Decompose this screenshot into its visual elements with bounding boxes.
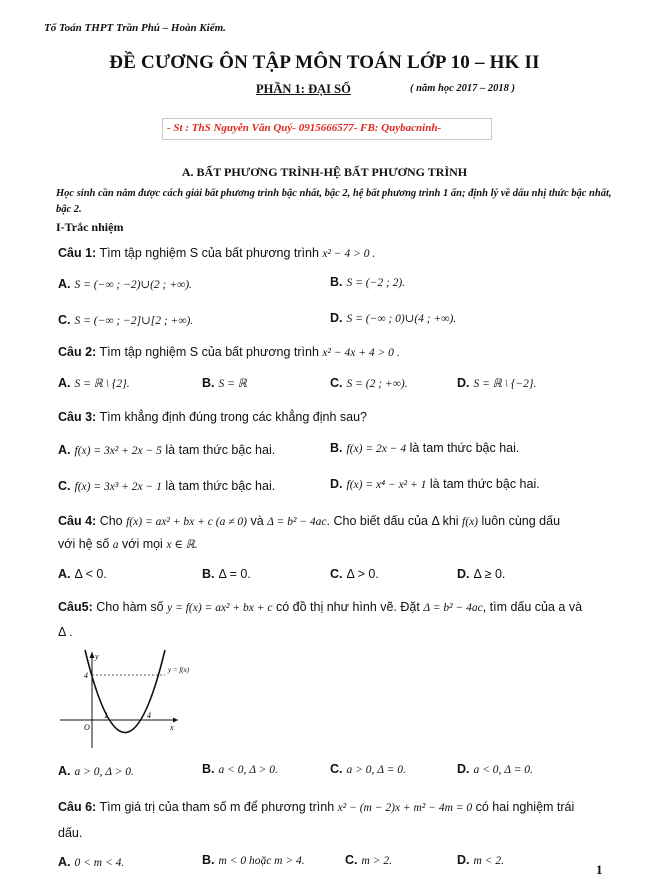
question-text: có đồ thị như hình vẽ. Đặt bbox=[275, 600, 420, 614]
option-1c[interactable] bbox=[58, 313, 193, 327]
question-text: Cho hàm số bbox=[96, 600, 164, 614]
x-tick-label: 1 bbox=[104, 711, 108, 720]
question-math: a bbox=[112, 539, 119, 551]
y-tick-label: 4 bbox=[84, 671, 88, 680]
question-label: Câu5: bbox=[58, 600, 93, 614]
question-6-line2 bbox=[58, 826, 82, 840]
option-1a[interactable] bbox=[58, 277, 192, 291]
question-text: Tìm tập nghiệm S của bất phương trình bbox=[99, 246, 319, 260]
question-text: với mọi bbox=[122, 537, 163, 551]
option-label: A. bbox=[58, 855, 71, 869]
part-heading: PHẦN 1: ĐẠI SỐ bbox=[256, 82, 351, 96]
question-4-line2 bbox=[58, 537, 198, 551]
option-text: là tam thức bậc hai. bbox=[165, 479, 276, 493]
origin-label: O bbox=[84, 723, 90, 732]
option-label: D. bbox=[330, 477, 343, 491]
question-label: Câu 6: bbox=[58, 800, 97, 814]
question-math: x ∈ ℝ. bbox=[166, 539, 198, 551]
x-axis-label: x bbox=[170, 723, 174, 732]
question-6 bbox=[58, 800, 574, 814]
question-text: Tìm khẳng định đúng trong các khẳng định sau? bbox=[99, 410, 367, 424]
question-text: Δ . bbox=[58, 625, 73, 639]
question-math: x² − 4x + 4 > 0 . bbox=[322, 347, 400, 359]
school-year: ( năm học 2017 – 2018 ) bbox=[410, 83, 515, 94]
question-math: x² − (m − 2)x + m² − 4m = 0 bbox=[337, 802, 473, 814]
option-math: 0 < m < 4. bbox=[74, 857, 125, 869]
question-label: Câu 1: bbox=[58, 246, 97, 260]
option-label: C. bbox=[330, 376, 343, 390]
question-label: Câu 4: bbox=[58, 514, 97, 528]
y-axis-label: y bbox=[95, 652, 99, 661]
option-label: B. bbox=[202, 762, 215, 776]
option-5c[interactable] bbox=[330, 762, 406, 776]
option-math: a > 0, Δ = 0. bbox=[346, 764, 406, 776]
question-4 bbox=[58, 514, 560, 528]
option-math: S = ℝ \ {2}. bbox=[74, 378, 130, 390]
option-label: D. bbox=[457, 762, 470, 776]
question-math: y = f(x) = ax² + bx + c bbox=[167, 602, 273, 614]
option-1b[interactable] bbox=[330, 275, 405, 289]
option-label: C. bbox=[345, 853, 358, 867]
option-2d[interactable] bbox=[457, 376, 536, 390]
question-text: Tìm tập nghiệm S của bất phương trình bbox=[99, 345, 319, 359]
option-label: A. bbox=[58, 277, 71, 291]
x-tick-label: 4 bbox=[147, 711, 151, 720]
option-math: a < 0, Δ = 0. bbox=[473, 764, 533, 776]
question-text: . Cho biết dấu của Δ khi bbox=[326, 514, 459, 528]
option-math: a < 0, Δ > 0. bbox=[218, 764, 278, 776]
option-label: D. bbox=[330, 311, 343, 325]
option-math: m < 2. bbox=[473, 855, 504, 867]
option-label: D. bbox=[457, 567, 470, 581]
option-label: B. bbox=[330, 441, 343, 455]
option-math: f(x) = 3x² + 2x − 5 bbox=[74, 445, 162, 457]
option-text: Δ > 0. bbox=[346, 567, 379, 581]
option-math: S = (−∞ ; −2)∪(2 ; +∞). bbox=[74, 279, 192, 291]
option-text: Δ < 0. bbox=[74, 567, 107, 581]
question-label: Câu 2: bbox=[58, 345, 97, 359]
option-math: m > 2. bbox=[361, 855, 392, 867]
question-2 bbox=[58, 345, 400, 359]
question-text: Tìm giá trị của tham số m để phương trình bbox=[99, 800, 335, 814]
question-math: x² − 4 > 0 . bbox=[322, 248, 376, 260]
question-label: Câu 3: bbox=[58, 410, 97, 424]
option-2a[interactable] bbox=[58, 376, 130, 390]
option-6c[interactable] bbox=[345, 853, 392, 867]
option-label: C. bbox=[330, 762, 343, 776]
option-2c[interactable] bbox=[330, 376, 408, 390]
question-math: Δ = b² − 4ac bbox=[423, 602, 483, 614]
option-label: C. bbox=[58, 313, 71, 327]
document-title: ĐỀ CƯƠNG ÔN TẬP MÔN TOÁN LỚP 10 – HK II bbox=[109, 52, 540, 73]
option-math: S = (−∞ ; −2]∪[2 ; +∞). bbox=[74, 315, 194, 327]
option-3d[interactable] bbox=[330, 477, 540, 491]
x-axis-arrow bbox=[173, 718, 178, 723]
option-math: S = (−∞ ; 0)∪(4 ; +∞). bbox=[346, 313, 457, 325]
option-math: m < 0 hoặc m > 4. bbox=[218, 855, 305, 867]
option-5a[interactable] bbox=[58, 764, 134, 778]
option-math: f(x) = x⁴ − x² + 1 bbox=[346, 479, 427, 491]
option-4a[interactable] bbox=[58, 567, 107, 581]
author-banner: - St : ThS Nguyễn Văn Quý- 0915666577- FB: Quybacninh- bbox=[162, 118, 492, 140]
option-3c[interactable] bbox=[58, 479, 275, 493]
page-number: 1 bbox=[596, 862, 603, 877]
option-math: f(x) = 2x − 4 bbox=[346, 443, 407, 455]
option-label: A. bbox=[58, 567, 71, 581]
section-heading: A. BẤT PHƯƠNG TRÌNH-HỆ BẤT PHƯƠNG TRÌNH bbox=[181, 165, 468, 179]
option-3a[interactable] bbox=[58, 443, 275, 457]
option-text: Δ ≥ 0. bbox=[473, 567, 506, 581]
question-3 bbox=[58, 410, 367, 424]
option-6d[interactable] bbox=[457, 853, 504, 867]
subsection-heading: I-Trắc nhiệm bbox=[56, 220, 124, 234]
question-5 bbox=[58, 600, 582, 614]
option-math: S = ℝ bbox=[218, 378, 247, 390]
option-text: là tam thức bậc hai. bbox=[409, 441, 520, 455]
option-2b[interactable] bbox=[202, 376, 247, 390]
option-5d[interactable] bbox=[457, 762, 533, 776]
question-text: luôn cùng dấu bbox=[481, 514, 561, 528]
option-label: B. bbox=[202, 376, 215, 390]
question-math: f(x) = ax² + bx + c (a ≠ 0) bbox=[126, 516, 247, 528]
option-math: S = (−2 ; 2). bbox=[346, 277, 406, 289]
question-math: f(x) bbox=[462, 516, 479, 528]
option-label: B. bbox=[202, 567, 215, 581]
option-5b[interactable] bbox=[202, 762, 278, 776]
question-text: với hệ số bbox=[58, 537, 110, 551]
option-4d[interactable] bbox=[457, 567, 505, 581]
option-label: D. bbox=[457, 853, 470, 867]
question-1 bbox=[58, 246, 375, 260]
option-label: B. bbox=[330, 275, 343, 289]
option-1d[interactable] bbox=[330, 311, 456, 325]
option-label: A. bbox=[58, 764, 71, 778]
option-math: S = ℝ \ {−2}. bbox=[473, 378, 537, 390]
option-math: S = (2 ; +∞). bbox=[346, 378, 408, 390]
option-6a[interactable] bbox=[58, 855, 124, 869]
option-label: A. bbox=[58, 376, 71, 390]
option-label: B. bbox=[202, 853, 215, 867]
question-text: dấu. bbox=[58, 826, 83, 840]
question-text: , tìm dấu của a và bbox=[482, 600, 583, 614]
option-6b[interactable] bbox=[202, 853, 305, 867]
option-4c[interactable] bbox=[330, 567, 379, 581]
question-math: Δ = b² − 4ac bbox=[267, 516, 327, 528]
curve-label: y = f(x) bbox=[168, 666, 190, 674]
question-text: Cho bbox=[99, 514, 123, 528]
school-header: Tổ Toán THPT Trần Phú – Hoàn Kiếm. bbox=[44, 22, 226, 34]
option-label: C. bbox=[330, 567, 343, 581]
option-3b[interactable] bbox=[330, 441, 519, 455]
option-math: f(x) = 3x³ + 2x − 1 bbox=[74, 481, 162, 493]
y-axis-arrow bbox=[90, 652, 95, 658]
option-text: Δ = 0. bbox=[218, 567, 251, 581]
option-label: C. bbox=[58, 479, 71, 493]
option-label: A. bbox=[58, 443, 71, 457]
question-text: có hai nghiệm trái bbox=[475, 800, 575, 814]
option-text: là tam thức bậc hai. bbox=[165, 443, 276, 457]
option-4b[interactable] bbox=[202, 567, 251, 581]
option-text: là tam thức bậc hai. bbox=[429, 477, 540, 491]
option-label: D. bbox=[457, 376, 470, 390]
question-text: và bbox=[250, 514, 264, 528]
parabola-graph bbox=[60, 650, 190, 750]
question-5-line2 bbox=[58, 625, 73, 639]
intro-text: Học sinh cần nắm được cách giải bất phương trình bậc nhất, bậc 2, hệ bất phương trình 1 ẩn; định lý về dấu nhị thức bậc nhất, bậc 2. bbox=[56, 188, 612, 215]
option-math: a > 0, Δ > 0. bbox=[74, 766, 134, 778]
